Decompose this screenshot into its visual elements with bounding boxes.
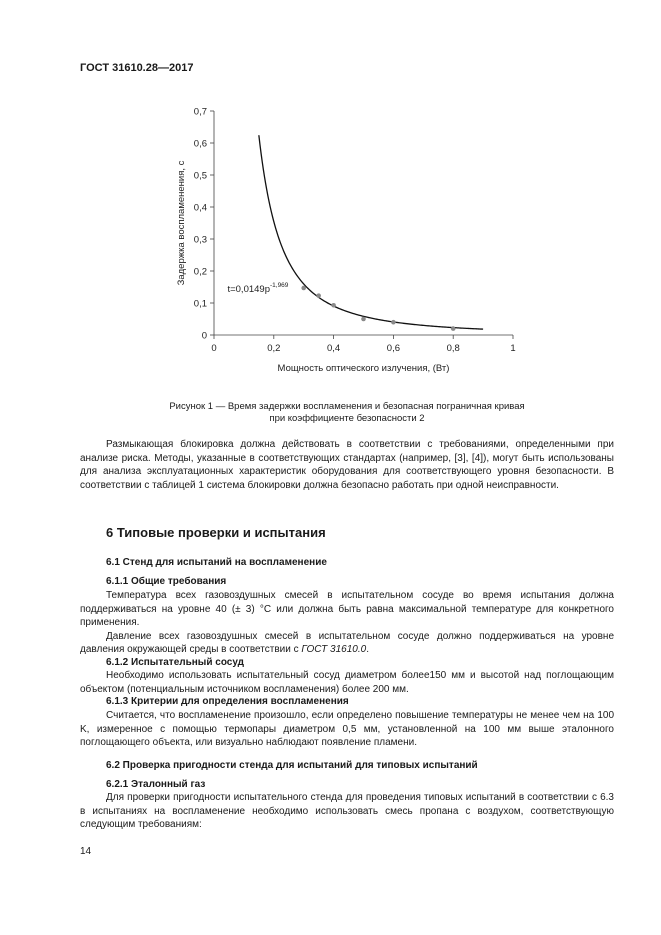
paragraph-6-2-1 — [80, 791, 614, 832]
y-tick-label: 0,3 — [193, 234, 207, 246]
y-tick-label: 0,2 — [193, 266, 207, 278]
paragraph-6-1-2 — [80, 669, 614, 696]
x-tick-label: 0,8 — [446, 343, 460, 354]
y-tick-label: 0,6 — [193, 138, 207, 150]
x-tick-label: 0,6 — [386, 343, 401, 354]
data-point — [316, 293, 321, 298]
paragraph-6-1-2-text: Необходимо использовать испытательный сосуд диаметром более150 мм и высотой над поглощающим объектом (потенциальным источником воспламенения) более 200 мм. — [80, 670, 614, 695]
paragraph-interlock — [80, 438, 614, 492]
figure-caption-line1: Рисунок 1 — Время задержки воспламенения и безопасная пограничная кривая — [169, 401, 525, 412]
paragraph-6-1-1 — [80, 589, 614, 657]
pressure-text-end: . — [366, 644, 369, 655]
paragraph-interlock-text: Размыкающая блокировка должна действовать в соответствии с требованиями, определенными при анализе риска. Методы, указанные в соответствующих стандартах (например, [3], [4]), могут быть использованы для анализа эксплуатационных характеристик оборудования для соответствующего уровня безопасности. В соответствии с таблицей 1 система блокировки должна безопасно работать при одной неисправности. — [80, 439, 614, 491]
x-tick-label: 1 — [510, 343, 516, 354]
data-point — [331, 303, 336, 308]
section-6-1-3-heading: 6.1.3 Критерии для определения воспламенения — [106, 696, 349, 707]
paragraph-6-1-1-pressure — [80, 630, 614, 657]
y-tick-label: 0,7 — [193, 106, 207, 118]
x-axis-label: Мощность оптического излучения, (Вт) — [277, 363, 450, 374]
paragraph-6-2-1-text: Для проверки пригодности испытательного стенда для проведения типовых испытаний в соответствии с 6.3 в испытаниях на воспламенение необходимо использовать смесь пропана с воздухом, соответствующую следующим требованиям: — [80, 792, 614, 830]
data-point — [361, 317, 366, 322]
y-tick-label: 0,1 — [193, 298, 207, 310]
data-point — [391, 320, 396, 325]
paragraph-6-1-1-temperature: Температура всех газовоздушных смесей в испытательном сосуде во время испытания должна поддерживаться на уровне 40 (± 3) °С или должна быть равна максимальной температуре для конкретного применения. — [80, 590, 614, 628]
data-point — [451, 326, 456, 331]
x-tick-label: 0 — [211, 343, 217, 354]
y-tick-label: 0 — [201, 330, 207, 342]
section-6-1-1-heading: 6.1.1 Общие требования — [106, 576, 227, 587]
section-6-1-heading: 6.1 Стенд для испытаний на воспламенение — [106, 557, 327, 568]
ignition-delay-chart — [160, 100, 540, 380]
pressure-text: Давление всех газовоздушных смесей в испытательном сосуде должно поддерживаться на уровне давления окружающей среды в соответствии с — [80, 630, 614, 655]
y-axis-label: Задержка воспламенения, с — [176, 160, 187, 286]
x-tick-label: 0,2 — [267, 343, 281, 354]
section-6-2-1-heading: 6.2.1 Эталонный газ — [106, 779, 206, 790]
fit-curve — [259, 135, 483, 329]
data-point — [301, 286, 306, 291]
document-header: ГОСТ 31610.28—2017 — [80, 62, 194, 74]
x-tick-label: 0,4 — [326, 343, 341, 354]
figure-caption-line2: при коэффициенте безопасности 2 — [269, 413, 425, 424]
fit-equation — [227, 282, 288, 295]
fit-equation-exponent: -1,969 — [269, 281, 289, 289]
page-number: 14 — [80, 846, 92, 857]
section-6-2-heading: 6.2 Проверка пригодности стенда для испытаний для типовых испытаний — [106, 760, 478, 771]
section-6-heading: 6 Типовые проверки и испытания — [106, 525, 326, 540]
paragraph-6-1-3 — [80, 709, 614, 750]
y-tick-label: 0,5 — [193, 170, 207, 182]
paragraph-6-1-3-text: Считается, что воспламенение произошло, если определено повышение температуры не менее чем на 100 K, измеренное с помощью термопары диаметром 0,5 мм, установленной на 100 мм выше эталонного поглощающего объекта, или визуально наблюдают появление пламени. — [80, 710, 614, 748]
section-6-1-2-heading: 6.1.2 Испытательный сосуд — [106, 657, 245, 668]
y-tick-label: 0,4 — [193, 202, 207, 214]
fit-equation-base: t=0,0149p — [227, 283, 270, 295]
standard-reference: ГОСТ 31610.0 — [301, 644, 367, 655]
